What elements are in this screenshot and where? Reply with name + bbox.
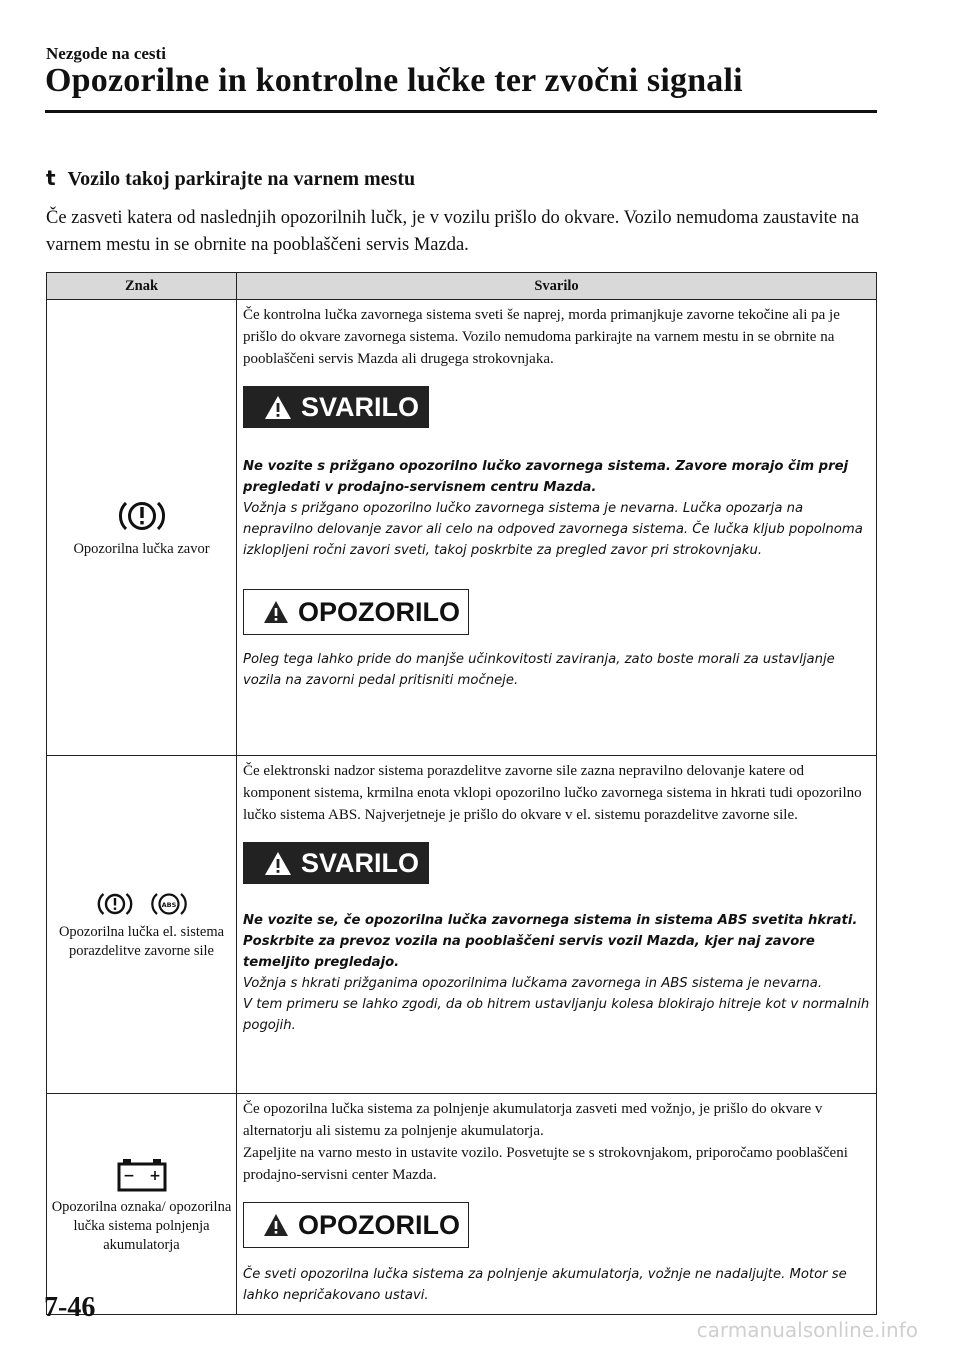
page-number: 7-46 <box>44 1292 96 1323</box>
abs-warning-icon <box>149 889 189 919</box>
page-title: Opozorilne in kontrolne lučke ter zvočni signali <box>45 62 743 99</box>
battery-icon <box>114 1154 170 1194</box>
battery-plus-sign: + <box>148 1167 161 1184</box>
warning-triangle-icon <box>263 394 293 421</box>
danger-text: Vožnja s prižgano opozorilno lučko zavornega sistema je nevarna. Lučka opozarja na nepravilno delovanje zavor ali celo na odpoved zavornega sistema. Če lučka kljub popolnoma izklopljeni ročni zavori sveti, takoj poskrbite za pregled zavor pri strokovnjaku. <box>243 501 863 558</box>
danger-bold-text: Ne vozite se, če opozorilna lučka zavornega sistema in sistema ABS svetita hkrati. Poskrbite za prevoz vozila na pooblaščeni servis vozil Mazda, kjer naj zavore temeljito pregledajo. <box>243 913 858 970</box>
table-header-row <box>47 273 877 300</box>
row-text: Če elektronski nadzor sistema porazdelitve zavorne sile zazna nepravilno delovanje katere od komponent sistema, krmilna enota vklopi opozorilno lučko zavornega sistema in hkrati tudi opozorilno lučko sistema ABS. Najverjetneje je prišlo do okvare v el. sistemu porazdelitve zavorne sile. <box>243 763 862 823</box>
danger-box <box>243 386 429 428</box>
danger-text: Vožnja s hkrati prižganima opozorilnima lučkama zavornega in ABS sistema je nevarna. <box>243 976 823 991</box>
row-text: Zapeljite na varno mesto in ustavite vozilo. Posvetujte se s strokovnjakom, priporočamo pooblaščeni prodajno-servisni center Mazda. <box>243 1145 848 1183</box>
warning-cell <box>237 756 877 1094</box>
watermark: carmanualsonline.info <box>696 1318 918 1342</box>
warning-triangle-icon <box>262 599 290 625</box>
caution-box <box>243 589 469 635</box>
col-header-sign: Znak <box>47 273 237 300</box>
danger-bold-text: Ne vozite s prižgano opozorilno lučko zavornega sistema. Zavore morajo čim prej pregledati v prodajno-servisnem centru Mazda. <box>243 459 849 495</box>
caution-label: OPOZORILO <box>298 596 460 627</box>
danger-label: SVARILO <box>301 391 420 422</box>
sign-cell <box>47 300 237 756</box>
title-divider <box>45 110 877 113</box>
icon-label: Opozorilna lučka zavor <box>73 541 210 557</box>
danger-box <box>243 842 429 884</box>
sign-cell <box>47 1094 237 1315</box>
warning-triangle-icon <box>263 850 293 877</box>
icon-label: Opozorilna lučka el. sistema porazdelitve zavorne sile <box>58 923 225 959</box>
warning-table <box>46 272 877 1315</box>
danger-label: SVARILO <box>301 847 420 878</box>
caution-label: OPOZORILO <box>298 1209 460 1240</box>
danger-text: V tem primeru se lahko zgodi, da ob hitrem ustavljanju kolesa blokirajo hitreje kot v normalnih pogojih. <box>243 997 870 1033</box>
caution-box <box>243 1202 469 1248</box>
danger-text-block <box>243 910 870 1036</box>
section-intro: Če zasveti katera od naslednjih opozorilnih lučk, je v vozilu prišlo do okvare. Vozilo nemudoma zaustavite na varnem mestu in se obrnite na pooblaščeni servis Mazda. <box>46 208 860 255</box>
section-marker: t <box>46 166 56 190</box>
section-heading <box>46 166 415 191</box>
warning-triangle-icon <box>262 1212 290 1238</box>
section-heading-text: Vozilo takoj parkirajte na varnem mestu <box>67 168 416 190</box>
caution-text: Poleg tega lahko pride do manjše učinkovitosti zaviranja, zato boste morali za ustavljanje vozila na zavorni pedal pritisniti močneje. <box>243 652 835 688</box>
table-row <box>47 300 877 756</box>
brake-warning-icon <box>95 889 135 919</box>
icon-label: Opozorilna oznaka/ opozorilna lučka sistema polnjenja akumulatorja <box>51 1198 232 1253</box>
warning-cell <box>237 1094 877 1315</box>
row-text: Če opozorilna lučka sistema za polnjenje akumulatorja zasveti med vožnjo, je prišlo do okvare v alternatorju ali sistemu za polnjenje akumulatorja. <box>243 1101 823 1139</box>
table-row <box>47 1094 877 1315</box>
danger-text-block <box>243 456 870 561</box>
table-row <box>47 756 877 1094</box>
abs-icon-text: ABS <box>161 900 176 909</box>
row-text: Če kontrolna lučka zavornega sistema sveti še naprej, morda primanjkuje zavorne tekočine ali pa je prišlo do okvare zavornega sistema. Vozilo nemudoma parkirajte na varnem mestu in se obrnite na pooblaščeni servis Mazda ali drugega strokovnjaka. <box>243 307 840 367</box>
caution-text: Če sveti opozorilna lučka sistema za polnjenje akumulatorja, vožnje ne nadaljujte. Motor se lahko nepričakovano ustavi. <box>243 1267 847 1303</box>
brake-warning-icon <box>114 496 170 536</box>
sign-cell <box>47 756 237 1094</box>
battery-minus-sign: − <box>122 1167 135 1184</box>
chapter-label: Nezgode na cesti <box>46 44 166 63</box>
col-header-warning: Svarilo <box>237 273 877 300</box>
warning-cell <box>237 300 877 756</box>
